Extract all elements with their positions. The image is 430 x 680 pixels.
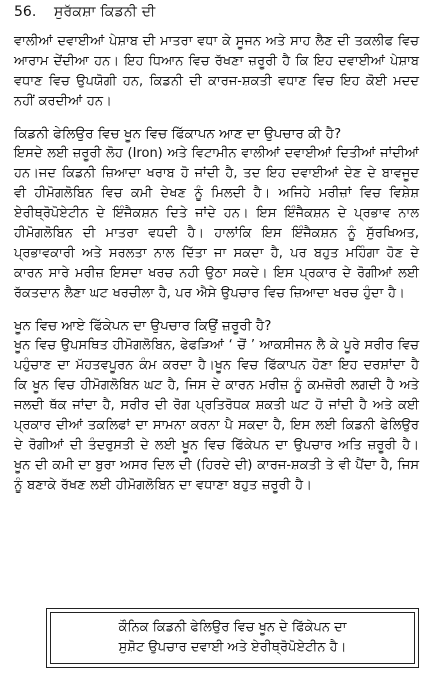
- section-heading: ਖੂਨ ਵਿਚ ਆਏ ਫਿੱਕੇਪਨ ਦਾ ਉਪਚਾਰ ਕਿਉਂ ਜ਼ਰੂਰੀ ਹੈ?: [14, 318, 272, 334]
- summary-note-box: [50, 612, 415, 664]
- section-paragraph: ਖੂਨ ਵਿਚ ਉਪਸਥਿਤ ਹੀਮੋਗਲੋਬਿਨ, ਫੇਫੜਿਆਂ ‘ ਚੋਂ ’ ਆਕਸੀਜਨ ਲੈ ਕੇ ਪੂਰੇ ਸਰੀਰ ਵਿਚ ਪਹੁੰਚਾਣ ਦਾ ਮੱਹਤਵਪੂਰਨ ਕੰਮ ਕਰਦਾ ਹੈ।ਖੂਨ ਵਿਚ ਫਿੱਕਾਪਨ ਹੋਣਾ ਇਹ ਦਰਸ਼ਾਂਦਾ ਹੈ ਕਿ ਖੂਨ ਵਿਚ ਹੀਮੋਗਲੋਬਿਨ ਘਟ ਹੈ, ਜਿਸ ਦੇ ਕਾਰਨ ਮਰੀਜ਼ ਨੂੰ ਕਮਜ਼ੋਰੀ ਲਗਦੀ ਹੈ ਅਤੇ ਜਲਦੀ ਥੱਕ ਜਾਂਦਾ ਹੈ, ਸਰੀਰ ਦੀ ਰੋਗ ਪ੍ਰਤਿਰੋਧਕ ਸ਼ਕਤੀ ਘਟ ਹੋ ਜਾਂਦੀ ਹੈ ਅਤੇ ਕਈ ਪ੍ਰਕਾਰ ਦੀਆਂ ਤਕਲਿਫਾਂ ਦਾ ਸਾਮਨਾ ਕਰਨਾ ਪੈ ਸਕਦਾ ਹੈ, ਇਸ ਲਈ ਕਿਡਨੀ ਫੇਲਿਉਰ ਦੇ ਰੋਗੀਆਂ ਦੀ ਤੰਦਰੁਸਤੀ ਦੇ ਲਈ ਖੂਨ ਵਿਚ ਫਿੱਕੇਪਨ ਦਾ ਉਪਚਾਰ ਅਤਿ ਜ਼ਰੂਰੀ ਹੈ। ਖੂਨ ਦੀ ਕਮੀ ਦਾ ਬੁਰਾ ਅਸਰ ਦਿਲ ਦੀ (ਹਿਰਦੇ ਦੀ) ਕਾਰਜ-ਸ਼ਕਤੀ ਤੇ ਵੀ ਪੈਂਦਾ ਹੈ, ਜਿਸ ਨੂੰ ਬਣਾਕੇ ਰੱਖਣ ਲਈ ਹੀਮੋਗਲੋਬਿਨ ਦਾ ਵਧਾਣਾ ਬਹੁਤ ਜ਼ਰੂਰੀ ਹੈ।: [14, 338, 419, 493]
- note-line: ਕੌਨਿਕ ਕਿਡਨੀ ਫੇਲਿਉਰ ਵਿਚ ਖੂਨ ਦੇ ਫਿੱਕੇਪਨ ਦਾ: [118, 620, 347, 635]
- paragraph-spacer: [14, 112, 419, 118]
- page-number: 56.: [14, 4, 37, 20]
- section-anemia-treatment: [14, 124, 419, 304]
- note-line: ਸੁਸ਼ੋਟ ਉਪਚਾਰ ਦਵਾਈ ਅਤੇ ਏਰੀਥ੍ਰੋਪੋਏਟੀਨ ਹੈ।: [118, 640, 347, 655]
- paragraph-spacer: [14, 304, 419, 310]
- intro-paragraph: ਵਾਲੀਆਂ ਦਵਾਈਆਂ ਪੇਸ਼ਾਬ ਦੀ ਮਾਤਰਾ ਵਧਾ ਕੇ ਸੂਜਨ ਅਤੇ ਸਾਹ ਲੈਣ ਦੀ ਤਕਲੀਫ ਵਿਚ ਆਰਾਮ ਦੇਂਦੀਆ ਹਨ। ਇਹ ਧਿਆਨ ਵਿਚ ਰੱਖਣਾ ਜ਼ਰੂਰੀ ਹੈ ਕਿ ਇਹ ਦਵਾਈਆਂ ਪੇਸ਼ਾਬ ਵਧਾਣ ਵਿਚ ਉਪਯੋਗੀ ਹਨ, ਕਿਡਨੀ ਦੀ ਕਾਰਜ-ਸ਼ਕਤੀ ਵਧਾਣ ਵਿਚ ਇਹ ਕੋਈ ਮਦਦ ਨਹੀਂ ਕਰਦੀਆਂ ਹਨ।: [14, 34, 419, 109]
- running-title: ਸੁਰੱਕਸ਼ਾ ਕਿਡਨੀ ਦੀ: [54, 4, 156, 20]
- section-paragraph: ਇਸਦੇ ਲਈ ਜ਼ਰੂਰੀ ਲੋਹ (Iron) ਅਤੇ ਵਿਟਾਮੀਨ ਵਾਲੀਆਂ ਦਵਾਈਆਂ ਦਿਤੀਆਂ ਜਾਂਦੀਆਂ ਹਨ।ਜਦ ਕਿਡਨੀ ਜ਼ਿਆਦਾ ਖਰਾਬ ਹੋ ਜਾਂਦੀ ਹੈ, ਤਦ ਇਹ ਦਵਾਈਆਂ ਦੇਣ ਦੇ ਬਾਵਜੂਦ ਵੀ ਹੀਮੋਗਲੋਬਿਨ ਵਿਚ ਕਮੀ ਦੇਖਣ ਨੂੰ ਮਿਲਦੀ ਹੈ। ਅਜਿਹੇ ਮਰੀਜ਼ਾਂ ਵਿਚ ਵਿਸ਼ੇਸ਼ ਏਰੀਥ੍ਰੋਪੋਏਟੀਨ ਦੇ ਇੰਜੈਕਸ਼ਨ ਦਿਤੇ ਜਾਂਦੇ ਹਨ। ਇਸ ਇੰਜੈਕਸ਼ਨ ਦੇ ਪ੍ਰਭਾਵ ਨਾਲ ਹੀਮੋਗਲੋਬਿਨ ਦੀ ਮਾਤਰਾ ਵਧਦੀ ਹੈ। ਹਾਲਾਂਕਿ ਇਸ ਇੰਜੈਕਸ਼ਨ ਨੂੰ ਸੁੱਰਖਿਅਤ, ਪ੍ਰਭਾਵਕਾਰੀ ਅਤੇ ਸਰਲਤਾ ਨਾਲ ਦਿੱਤਾ ਜਾ ਸਕਦਾ ਹੈ, ਪਰ ਬਹੁਤ ਮਹਿੰਗਾ ਹੋਣ ਦੇ ਕਾਰਨ ਸਾਰੇ ਮਰੀਜ਼ ਇਸਦਾ ਖਰਚ ਨਹੀ ਉਠਾ ਸਕਦੇ। ਇਸ ਪ੍ਰਕਾਰ ਦੇ ਰੋਗੀਆਂ ਲਈ ਰੱਕਤਦਾਨ ਲੈਣਾ ਘਟ ਖਰਚੀਲਾ ਹੈ, ਪਰ ਐਸੇ ਉਪਚਾਰ ਵਿਚ ਜ਼ਿਆਦਾ ਖਰਚ ਹੁੰਦਾ ਹੈ।: [14, 146, 419, 301]
- section-why-treatment-needed: [14, 316, 419, 496]
- section-heading: ਕਿਡਨੀ ਫੇਲਿਉਰ ਵਿਚ ਖੂਨ ਵਿਚ ਫਿੱਕਾਪਨ ਆਣ ਦਾ ਉਪਚਾਰ ਕੀ ਹੈ?: [14, 126, 342, 142]
- page-header: [14, 0, 419, 26]
